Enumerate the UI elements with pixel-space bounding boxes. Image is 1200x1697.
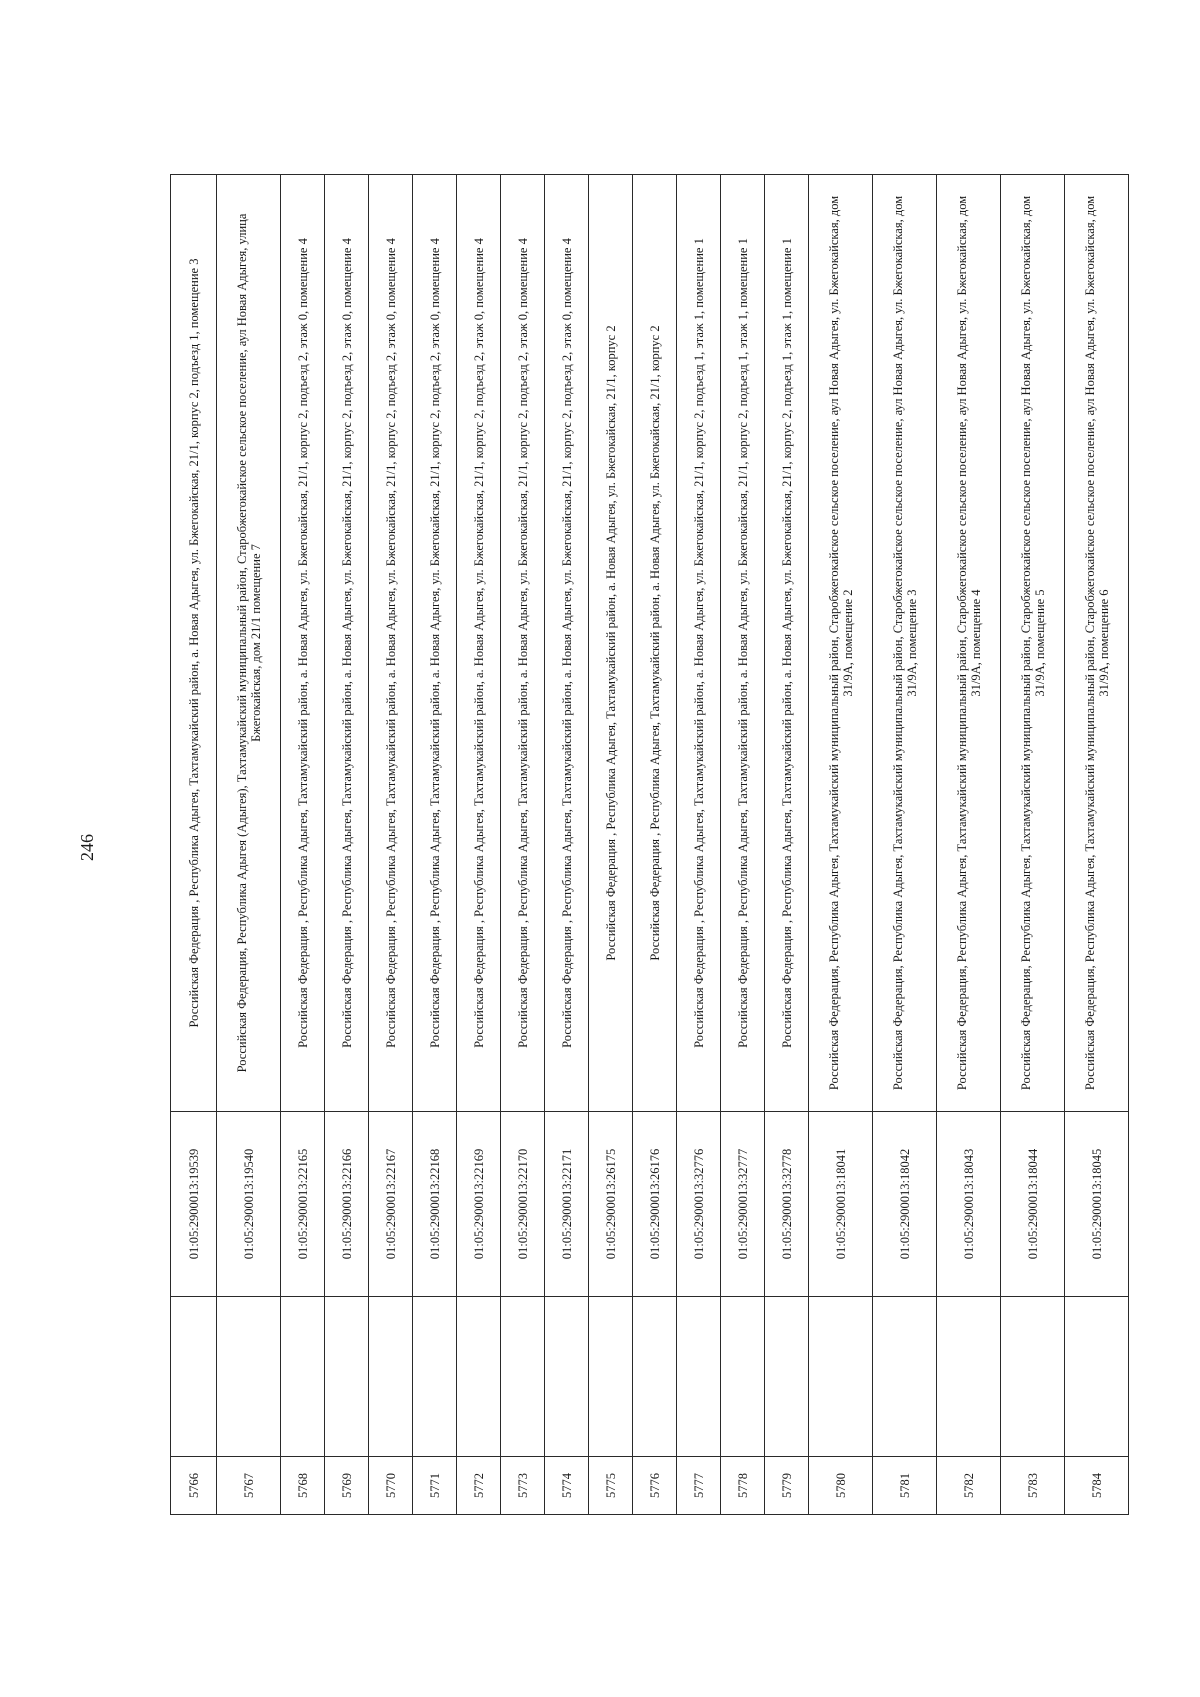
table-body — [171, 175, 1129, 1515]
cadastral-number-cell: 01:05:2900013:22167 — [369, 1112, 413, 1297]
cadastral-number-cell: 01:05:2900013:19540 — [217, 1112, 281, 1297]
row-number-cell: 5778 — [721, 1457, 765, 1515]
row-number-cell: 5784 — [1065, 1457, 1129, 1515]
address-cell: Российская Федерация , Республика Адыгея, Тахтамукайский район, а. Новая Адыгея, ул. Бжегокайская, 21/1, корпус 2, подъезд 1, этаж 1, помещение 1 — [721, 175, 765, 1112]
address-cell: Российская Федерация , Республика Адыгея, Тахтамукайский район, а. Новая Адыгея, ул. Бжегокайская, 21/1, корпус 2 — [633, 175, 677, 1112]
table-row — [457, 175, 501, 1515]
cadastral-number-cell: 01:05:2900013:18041 — [809, 1112, 873, 1297]
table-row — [369, 175, 413, 1515]
address-cell: Российская Федерация , Республика Адыгея, Тахтамукайский район, а. Новая Адыгея, ул. Бжегокайская, 21/1, корпус 2, подъезд 1, этаж 1, помещение 1 — [765, 175, 809, 1112]
empty-cell — [171, 1297, 217, 1457]
empty-cell — [765, 1297, 809, 1457]
empty-cell — [413, 1297, 457, 1457]
address-cell: Российская Федерация, Республика Адыгея, Тахтамукайский муниципальный район, Старобжегокайское сельское поселение, аул Новая Адыгея, ул. Бжегокайская, дом 31/9А, помещение 3 — [873, 175, 937, 1112]
row-number-cell: 5773 — [501, 1457, 545, 1515]
cadastral-number-cell: 01:05:2900013:26176 — [633, 1112, 677, 1297]
address-cell: Российская Федерация , Республика Адыгея, Тахтамукайский район, а. Новая Адыгея, ул. Бжегокайская, 21/1, корпус 2, подъезд 1, этаж 1, помещение 1 — [677, 175, 721, 1112]
table-row — [809, 175, 873, 1515]
address-cell: Российская Федерация , Республика Адыгея, Тахтамукайский район, а. Новая Адыгея, ул. Бжегокайская, 21/1, корпус 2 — [589, 175, 633, 1112]
table-row — [937, 175, 1001, 1515]
row-number-cell: 5783 — [1001, 1457, 1065, 1515]
row-number-cell: 5766 — [171, 1457, 217, 1515]
cadastral-number-cell: 01:05:2900013:22170 — [501, 1112, 545, 1297]
row-number-cell: 5770 — [369, 1457, 413, 1515]
empty-cell — [1001, 1297, 1065, 1457]
table-row — [873, 175, 937, 1515]
cadastral-number-cell: 01:05:2900013:32776 — [677, 1112, 721, 1297]
row-number-cell: 5781 — [873, 1457, 937, 1515]
row-number-cell: 5780 — [809, 1457, 873, 1515]
table-row — [501, 175, 545, 1515]
empty-cell — [1065, 1297, 1129, 1457]
table-row — [1001, 175, 1065, 1515]
rotated-table-container — [170, 175, 1111, 1515]
table-row — [633, 175, 677, 1515]
table-row — [217, 175, 281, 1515]
table-row — [325, 175, 369, 1515]
cadastral-number-cell: 01:05:2900013:26175 — [589, 1112, 633, 1297]
cadastral-number-cell: 01:05:2900013:19539 — [171, 1112, 217, 1297]
empty-cell — [325, 1297, 369, 1457]
address-cell: Российская Федерация , Республика Адыгея, Тахтамукайский район, а. Новая Адыгея, ул. Бжегокайская, 21/1, корпус 2, подъезд 2, этаж 0, помещение 4 — [457, 175, 501, 1112]
table-row — [413, 175, 457, 1515]
table-row — [171, 175, 217, 1515]
address-cell: Российская Федерация, Республика Адыгея, Тахтамукайский муниципальный район, Старобжегокайское сельское поселение, аул Новая Адыгея, ул. Бжегокайская, дом 31/9А, помещение 2 — [809, 175, 873, 1112]
address-cell: Российская Федерация , Республика Адыгея, Тахтамукайский район, а. Новая Адыгея, ул. Бжегокайская, 21/1, корпус 2, подъезд 1, помещение 3 — [171, 175, 217, 1112]
empty-cell — [457, 1297, 501, 1457]
row-number-cell: 5769 — [325, 1457, 369, 1515]
empty-cell — [633, 1297, 677, 1457]
empty-cell — [545, 1297, 589, 1457]
cadastral-number-cell: 01:05:2900013:22165 — [281, 1112, 325, 1297]
row-number-cell: 5782 — [937, 1457, 1001, 1515]
address-cell: Российская Федерация , Республика Адыгея, Тахтамукайский район, а. Новая Адыгея, ул. Бжегокайская, 21/1, корпус 2, подъезд 2, этаж 0, помещение 4 — [413, 175, 457, 1112]
table-row — [589, 175, 633, 1515]
table-row — [281, 175, 325, 1515]
empty-cell — [937, 1297, 1001, 1457]
address-cell: Российская Федерация , Республика Адыгея, Тахтамукайский район, а. Новая Адыгея, ул. Бжегокайская, 21/1, корпус 2, подъезд 2, этаж 0, помещение 4 — [325, 175, 369, 1112]
cadastral-number-cell: 01:05:2900013:18043 — [937, 1112, 1001, 1297]
empty-cell — [873, 1297, 937, 1457]
address-cell: Российская Федерация, Республика Адыгея, Тахтамукайский муниципальный район, Старобжегокайское сельское поселение, аул Новая Адыгея, ул. Бжегокайская, дом 31/9А, помещение 5 — [1001, 175, 1065, 1112]
page-number: 246 — [77, 834, 97, 862]
row-number-cell: 5771 — [413, 1457, 457, 1515]
cadastral-number-cell: 01:05:2900013:32777 — [721, 1112, 765, 1297]
row-number-cell: 5775 — [589, 1457, 633, 1515]
empty-cell — [501, 1297, 545, 1457]
row-number-cell: 5768 — [281, 1457, 325, 1515]
cadastral-number-cell: 01:05:2900013:32778 — [765, 1112, 809, 1297]
address-cell: Российская Федерация , Республика Адыгея, Тахтамукайский район, а. Новая Адыгея, ул. Бжегокайская, 21/1, корпус 2, подъезд 2, этаж 0, помещение 4 — [281, 175, 325, 1112]
row-number-cell: 5779 — [765, 1457, 809, 1515]
row-number-cell: 5776 — [633, 1457, 677, 1515]
cadastral-number-cell: 01:05:2900013:22166 — [325, 1112, 369, 1297]
empty-cell — [369, 1297, 413, 1457]
table-row — [545, 175, 589, 1515]
row-number-cell: 5767 — [217, 1457, 281, 1515]
address-cell: Российская Федерация, Республика Адыгея (Адыгея), Тахтамукайский муниципальный район, Старобжегокайское сельское поселение, аул Новая Адыгея, улица Бжегокайская, дом 21/1 помещение 7 — [217, 175, 281, 1112]
empty-cell — [589, 1297, 633, 1457]
row-number-cell: 5777 — [677, 1457, 721, 1515]
address-cell: Российская Федерация , Республика Адыгея, Тахтамукайский район, а. Новая Адыгея, ул. Бжегокайская, 21/1, корпус 2, подъезд 2, этаж 0, помещение 4 — [369, 175, 413, 1112]
address-cell: Российская Федерация , Республика Адыгея, Тахтамукайский район, а. Новая Адыгея, ул. Бжегокайская, 21/1, корпус 2, подъезд 2, этаж 0, помещение 4 — [545, 175, 589, 1112]
cadastral-number-cell: 01:05:2900013:18042 — [873, 1112, 937, 1297]
cadastral-number-cell: 01:05:2900013:18045 — [1065, 1112, 1129, 1297]
empty-cell — [721, 1297, 765, 1457]
empty-cell — [217, 1297, 281, 1457]
address-cell: Российская Федерация, Республика Адыгея, Тахтамукайский муниципальный район, Старобжегокайское сельское поселение, аул Новая Адыгея, ул. Бжегокайская, дом 31/9А, помещение 4 — [937, 175, 1001, 1112]
table-row — [1065, 175, 1129, 1515]
table-row — [765, 175, 809, 1515]
row-number-cell: 5772 — [457, 1457, 501, 1515]
cadastral-number-cell: 01:05:2900013:18044 — [1001, 1112, 1065, 1297]
cadastral-number-cell: 01:05:2900013:22168 — [413, 1112, 457, 1297]
empty-cell — [809, 1297, 873, 1457]
cadastral-number-cell: 01:05:2900013:22171 — [545, 1112, 589, 1297]
table-row — [721, 175, 765, 1515]
row-number-cell: 5774 — [545, 1457, 589, 1515]
address-cell: Российская Федерация, Республика Адыгея, Тахтамукайский муниципальный район, Старобжегокайское сельское поселение, аул Новая Адыгея, ул. Бжегокайская, дом 31/9А, помещение 6 — [1065, 175, 1129, 1112]
table-row — [677, 175, 721, 1515]
property-table — [170, 174, 1129, 1515]
address-cell: Российская Федерация , Республика Адыгея, Тахтамукайский район, а. Новая Адыгея, ул. Бжегокайская, 21/1, корпус 2, подъезд 2, этаж 0, помещение 4 — [501, 175, 545, 1112]
empty-cell — [281, 1297, 325, 1457]
cadastral-number-cell: 01:05:2900013:22169 — [457, 1112, 501, 1297]
empty-cell — [677, 1297, 721, 1457]
